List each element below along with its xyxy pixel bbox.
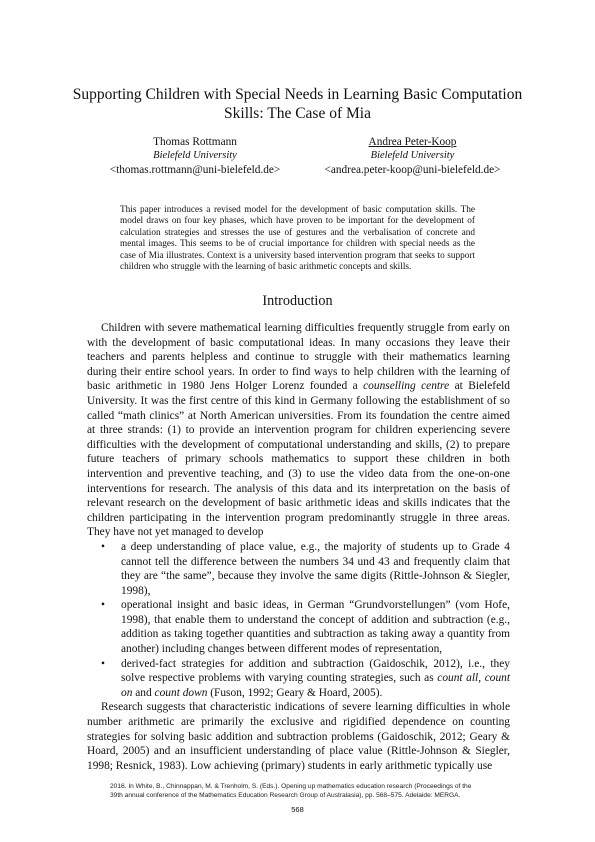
author-2 (305, 135, 520, 177)
author-affiliation: Bielefeld University (153, 150, 237, 161)
author-name: Andrea Peter-Koop (368, 136, 457, 148)
author-email: <andrea.peter-koop@uni-bielefeld.de> (324, 164, 501, 176)
citation-footer (110, 783, 490, 801)
list-item: • derived-fact strategies for addition and subtraction (Gaidoschik, 2012), i.e., they solve respective problems with varying counting strategies, such as count all, count on and count down (Fuson, 1992; Geary & Hoard, 2005). (101, 657, 510, 699)
paragraph: Research suggests that characteristic indications of severe learning difficulties in whole number arithmetic are primarily the exclusive and rigidified dependence on counting strategies for solving basic addition and subtraction problems (Gaidoschik, 2012; Geary & Hoard, 2005) and an insufficient understanding of place value (Rittle-Johnson & Siegler, 1998; Resnick, 1983). Low achieving (primary) students in early arithmetic typically use (87, 701, 510, 772)
paragraph: Children with severe mathematical learning difficulties frequently struggle from early on with the development of basic computational ideas. In many occasions they leave their teachers and parents helpless and continue to struggle with their mathematics learning during their entire school years. In order to find ways to help children with the learning of basic arithmetic in 1980 Jens Holger Lorenz founded a counselling centre at Bielefeld University. It was the first centre of this kind in Germany following the establishment of so called “math clinics” at North American universities. From its foundation the centre aimed at three strands: (1) to provide an intervention program for children experiencing severe difficulties with the development of computational understanding and skills, (2) to prepare future teachers of primary schools mathematics to support these children in both intervention and preventive teaching, and (3) to use the video data from the one-on-one interventions for research. The analysis of this data and its interpretation on the basis of relevant research on the development of basic arithmetic ideas and skills indicates that the children participating in the intervention program predominantly struggle in three areas. They have not yet managed to develop (87, 322, 510, 539)
author-1 (90, 135, 300, 177)
list-item: • a deep understanding of place value, e.g., the majority of students up to Grade 4 cannot tell the difference between the numbers 34 und 43 and frequently claim that they are “the same”, because they involve the same digits (Rittle-Johnson & Siegler, 1998), (101, 540, 510, 597)
bullet-icon: • (101, 599, 105, 612)
list-item: • operational insight and basic ideas, in German “Grundvorstellungen” (vom Hofe, 1998), that enable them to understand the concept of addition and subtraction (e.g., addition as taking together quantities and subtraction as taking away a quantity from another) including changes between different modes of representation, (101, 599, 510, 656)
author-name: Thomas Rottmann (153, 136, 237, 148)
author-affiliation: Bielefeld University (370, 150, 455, 161)
bullet-icon: • (101, 657, 105, 670)
bullet-icon: • (101, 540, 105, 553)
emphasis: counselling centre (363, 380, 450, 393)
abstract: This paper introduces a revised model for the development of basic computation skills. The model draws on four key phases, which have proven to be important for the development of calculation strategies and stresses the use of gestures and the verbalisation of concrete and mental images. This seems to be of crucial importance for children with special needs as the case of Mia illustrates. Context is a university based intervention program that seeks to support children who struggle with the learning of basic arithmetic concepts and skills. (120, 205, 475, 273)
footer-line: 39th annual conference of the Mathematics Education Research Group of Australasia), pp. 568–575. Adelaide: MERGA. (110, 791, 461, 799)
bullet-list (87, 540, 510, 701)
author-email: <thomas.rottmann@uni-bielefeld.de> (109, 164, 281, 176)
paper-title: Supporting Children with Special Needs in Learning Basic Computation Skills: The Case of Mia (72, 86, 523, 122)
section-heading: Introduction (262, 293, 333, 309)
footer-line: 2016. In White, B., Chinnappan, M. & Trenholm, S. (Eds.). Opening up mathematics education research (Proceedings of the (110, 783, 472, 790)
page-number: 568 (291, 805, 304, 814)
body-text (87, 321, 510, 773)
